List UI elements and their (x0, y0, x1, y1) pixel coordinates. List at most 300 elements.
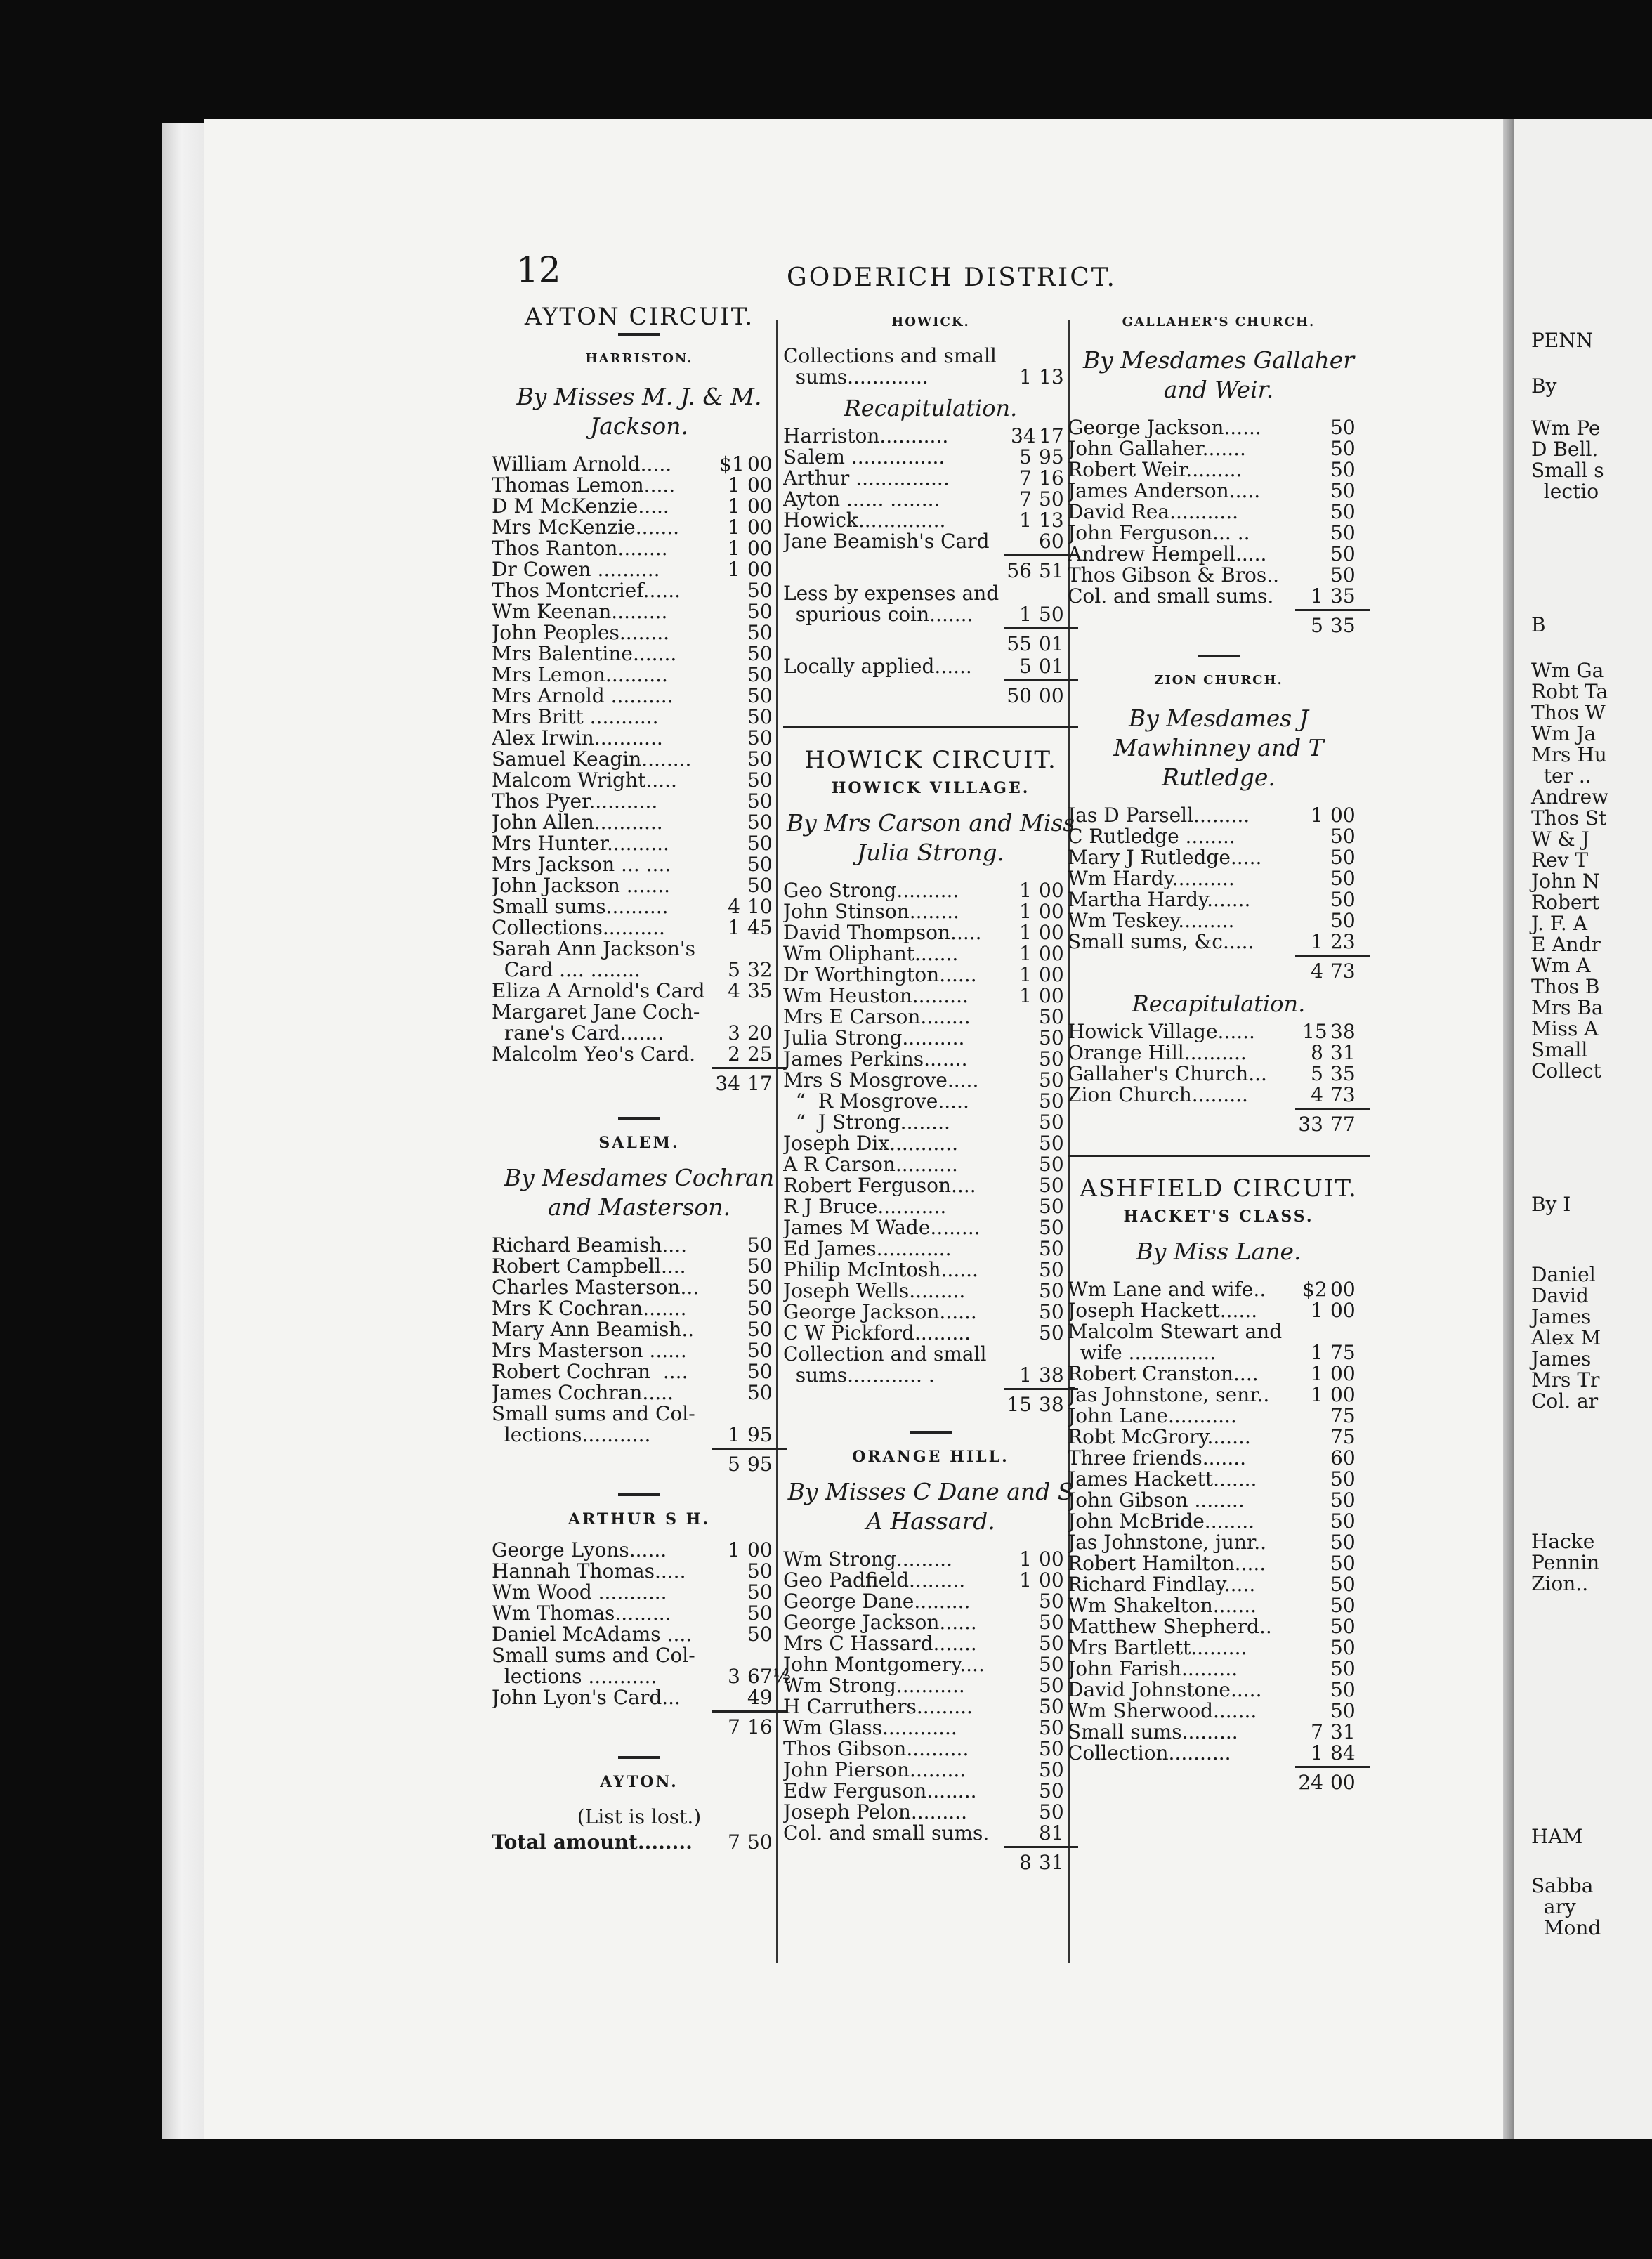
ledger-row (1068, 931, 1370, 952)
collector-line: By Mesdames Cochran and Masterson. (504, 1164, 775, 1221)
entry-name: John Lyon's Card... (492, 1687, 681, 1708)
entry-name: George Jackson...... (783, 1302, 977, 1323)
section-total (1068, 1764, 1370, 1795)
entry-cents: 84 (1330, 1741, 1356, 1764)
ledger-row (783, 1739, 1078, 1760)
total-box (1295, 609, 1370, 636)
entry-cents: 50 (1039, 1216, 1064, 1239)
total-dollars: 33 (1298, 1112, 1323, 1136)
ledger-row (1068, 1469, 1370, 1490)
right-page-fragment: D Bell. (1531, 438, 1599, 461)
entry-name: Col. and small sums. (783, 1823, 990, 1844)
ledger-row (492, 896, 787, 917)
entry-cents: 95 (747, 1423, 773, 1446)
entry-cents: 50 (747, 1233, 773, 1257)
entry-cents: 00 (1330, 804, 1356, 827)
entry-cents: 50 (747, 1297, 773, 1320)
ledger-row (1068, 1701, 1370, 1722)
ledger-row (492, 559, 787, 580)
ledger-row (492, 580, 787, 601)
ledger-row (492, 1340, 787, 1361)
total-box (1295, 1766, 1370, 1793)
ledger-row (1068, 1321, 1370, 1363)
entry-cents: 50 (1330, 888, 1356, 911)
entry-cents: 00 (1330, 1278, 1356, 1301)
entry-name: Small sums, &c..... (1068, 931, 1254, 952)
page-number: 12 (516, 249, 561, 290)
entry-cents: 49 (747, 1686, 773, 1709)
entry-name: Locally applied...... (783, 656, 972, 677)
entry-cents: 50 (1039, 1779, 1064, 1802)
ledger-row (783, 880, 1078, 901)
ledger-row (492, 981, 787, 1002)
entry-name: Wm Oliphant....... (783, 943, 959, 964)
entry-cents: 50 (1039, 1258, 1064, 1281)
entry-name: Mrs K Cochran....... (492, 1298, 687, 1319)
entry-dollars: $2 (1302, 1278, 1328, 1301)
entry-name: Dr Worthington...... (783, 964, 977, 986)
total-dollars: 55 (1007, 631, 1032, 655)
ledger-row (1068, 1658, 1370, 1679)
entry-name: John Gibson ........ (1068, 1490, 1245, 1511)
entry-dollars: 1 (1311, 1741, 1323, 1764)
entry-cents: 50 (747, 1623, 773, 1646)
divider (618, 1493, 660, 1496)
divider (618, 1117, 660, 1120)
entry-cents: 50 (747, 1559, 773, 1583)
entry-name: Collections and small sums............. (783, 346, 997, 388)
right-page-fragment: Thos W (1531, 701, 1606, 724)
right-page-fragment: Mrs Hu (1531, 743, 1607, 766)
entry-dollars: 1 (1311, 930, 1323, 953)
entry-name: A R Carson.......... (783, 1154, 958, 1175)
entry-cents: 00 (747, 516, 773, 539)
entry-cents: 16 (1039, 466, 1064, 490)
section-total (783, 1386, 1078, 1417)
ledger-row (492, 854, 787, 875)
right-page-fragment: J. F. A (1531, 912, 1587, 935)
entry-dollars: 7 (1019, 466, 1032, 490)
entry-name: Malcolm Stewart and wife .............. (1068, 1321, 1283, 1363)
entry-cents: 25 (747, 1042, 773, 1066)
entry-cents: 13 (1039, 509, 1064, 532)
entry-cents: 50 (1330, 825, 1356, 848)
ledger-row (1068, 1300, 1370, 1321)
ledger (783, 346, 1078, 388)
entry-dollars: 1 (728, 916, 740, 939)
entry-name: Ed James............ (783, 1238, 952, 1259)
entry-name: John Peoples........ (492, 622, 670, 643)
entry-name: John Pierson......... (783, 1760, 966, 1781)
entry-cents: 50 (747, 1339, 773, 1362)
ledger-row (783, 1196, 1078, 1217)
right-page-fragment: E Andr (1531, 933, 1601, 956)
ledger-row (783, 1217, 1078, 1238)
entry-cents: 50 (1330, 1573, 1356, 1596)
entry-cents: 50 (1330, 437, 1356, 460)
ledger-row (783, 1238, 1078, 1259)
total-dollars: 5 (1311, 613, 1323, 637)
entry-name: R J Bruce........... (783, 1196, 947, 1217)
entry-name: Wm Sherwood....... (1068, 1701, 1257, 1722)
ledger-row (492, 496, 787, 517)
ledger-row (1068, 1679, 1370, 1701)
ledger-row (492, 1256, 787, 1277)
right-page-fragment: Collect (1531, 1059, 1601, 1082)
total-box (712, 1710, 787, 1738)
entry-cents: 50 (747, 1255, 773, 1278)
entry-name: Robert Cranston.... (1068, 1363, 1259, 1384)
entry-name: John Allen........... (492, 812, 663, 833)
right-page-fragment: By (1531, 374, 1557, 398)
entry-name: Martha Hardy....... (1068, 889, 1251, 910)
total-dollars: 56 (1007, 558, 1032, 582)
right-page-fragment: Robert (1531, 891, 1600, 914)
entry-cents: 50 (1330, 542, 1356, 565)
entry-name: John Stinson........ (783, 901, 959, 922)
ledger-row (1068, 586, 1370, 607)
total-box (1004, 1846, 1078, 1873)
ledger-row (783, 510, 1078, 531)
ledger-row (783, 1175, 1078, 1196)
entry-name: James M Wade........ (783, 1217, 981, 1238)
entry-name: Philip McIntosh...... (783, 1259, 978, 1281)
entry-dollars: 1 (1019, 365, 1032, 388)
entry-cents: 50 (1039, 1300, 1064, 1323)
ledger-row (1068, 438, 1370, 459)
entry-name: Jas Johnstone, senr.. (1068, 1384, 1270, 1406)
ledger-row (492, 938, 787, 981)
entry-name: John Ferguson... .. (1068, 523, 1250, 544)
ledger-row (783, 1133, 1078, 1154)
entry-dollars: 1 (728, 473, 740, 497)
entry-cents: 50 (1039, 1174, 1064, 1197)
entry-name: Mrs Jackson ... .... (492, 854, 671, 875)
ledger-row (1068, 523, 1370, 544)
right-page-fragment: Wm A (1531, 954, 1591, 977)
entry-name: Small sums and Col- lections........... (492, 1403, 695, 1446)
entry-name: Wm Keenan......... (492, 601, 668, 622)
entry-dollars: 1 (728, 1423, 740, 1446)
entry-dollars: 1 (1311, 1383, 1323, 1406)
entry-name: Harriston........... (783, 426, 949, 447)
entry-name: Mrs Masterson ...... (492, 1340, 687, 1361)
section-total (492, 1708, 787, 1739)
entry-name: Malcolm Yeo's Card. (492, 1044, 696, 1065)
ledger-row (783, 1570, 1078, 1591)
ledger (492, 1235, 787, 1446)
entry-cents: 50 (1039, 1716, 1064, 1739)
total-cents: 51 (1039, 558, 1064, 582)
section-total (492, 1446, 787, 1476)
ledger-row (492, 707, 787, 728)
ledger-row (492, 1382, 787, 1403)
entry-cents: 00 (1330, 1383, 1356, 1406)
entry-cents: 50 (1330, 479, 1356, 502)
entry-cents: 50 (747, 642, 773, 665)
entry-name: Thos Gibson & Bros.. (1068, 565, 1280, 586)
entry-cents: 00 (1039, 921, 1064, 944)
entry-name: Wm Strong........... (783, 1675, 965, 1696)
entry-name: Ayton ...... ........ (783, 489, 940, 510)
entry-cents: 50 (1330, 1488, 1356, 1512)
entry-dollars: 5 (1311, 1062, 1323, 1085)
ledger-row (1068, 1085, 1370, 1106)
entry-cents: 60 (1039, 530, 1064, 553)
ledger-row (492, 1235, 787, 1256)
entry-name: Mrs Arnold .......... (492, 686, 674, 707)
entry-name: Mrs McKenzie....... (492, 517, 680, 538)
entry-cents: 50 (747, 790, 773, 813)
circuit-title: ASHFIELD CIRCUIT. (1080, 1174, 1358, 1203)
entry-dollars: 1 (1311, 584, 1323, 608)
ledger-row (783, 1091, 1078, 1112)
entry-cents: 00 (1039, 942, 1064, 965)
ledger-row (783, 943, 1078, 964)
entry-name: George Jackson...... (1068, 417, 1261, 438)
entry-dollars: 5 (728, 958, 740, 981)
ledger-row (492, 1002, 787, 1044)
entry-cents: 50 (1039, 1153, 1064, 1176)
entry-name: Orange Hill.......... (1068, 1042, 1247, 1063)
ledger-row (1068, 1532, 1370, 1553)
entry-cents: 50 (747, 1580, 773, 1604)
entry-cents: 50 (747, 621, 773, 644)
entry-name: Samuel Keagin........ (492, 749, 692, 770)
section-heading: GALLAHER'S CHURCH. (1122, 315, 1316, 329)
entry-cents: 50 (747, 747, 773, 771)
entry-cents: 50 (1039, 1800, 1064, 1823)
ledger-row (783, 1259, 1078, 1281)
ledger-row (1068, 544, 1370, 565)
ledger (783, 426, 1078, 552)
entry-cents: 50 (1039, 1111, 1064, 1134)
ledger-row (492, 1540, 787, 1561)
right-page-fragment: Miss A (1531, 1017, 1599, 1040)
section-heading: AYTON. (600, 1773, 678, 1791)
section-heading: HOWICK VILLAGE. (831, 779, 1030, 797)
ledger-row (492, 791, 787, 812)
ledger-row (783, 489, 1078, 510)
entry-cents: 50 (1039, 1695, 1064, 1718)
entry-dollars: 1 (728, 516, 740, 539)
entry-dollars: 8 (1311, 1041, 1323, 1064)
entry-name: Sarah Ann Jackson's Card .... ........ (492, 938, 695, 981)
entry-cents: 50 (1039, 1279, 1064, 1302)
ledger-row (783, 1675, 1078, 1696)
entry-name: H Carruthers......... (783, 1696, 973, 1717)
entry-cents: 50 (1039, 603, 1064, 626)
circuit-title: HOWICK CIRCUIT. (804, 746, 1057, 774)
entry-cents: 50 (747, 1276, 773, 1299)
ledger-row (492, 812, 787, 833)
column-gallaher-ashfield (1068, 302, 1370, 1795)
right-page-fragment: Mrs Ba (1531, 996, 1604, 1019)
total-dollars: 15 (1007, 1392, 1032, 1416)
entry-cents: 50 (747, 853, 773, 876)
ledger-row (1068, 417, 1370, 438)
entry-cents: 00 (1039, 900, 1064, 923)
entry-name: David Johnstone..... (1068, 1679, 1262, 1701)
entry-name: Mrs Bartlett......... (1068, 1637, 1247, 1658)
entry-name: Richard Beamish.... (492, 1235, 688, 1256)
entry-dollars: 4 (1311, 1083, 1323, 1106)
entry-name: Thos Gibson.......... (783, 1739, 969, 1760)
right-page-fragment: Sabba (1531, 1874, 1594, 1897)
total-cents: 00 (1039, 683, 1064, 707)
total-dollars: 5 (728, 1452, 740, 1476)
ledger-row (1068, 1427, 1370, 1448)
subtotal (783, 677, 1078, 708)
ledger-row (492, 749, 787, 770)
right-page-fragment: David (1531, 1284, 1589, 1307)
entry-dollars: 1 (1019, 603, 1032, 626)
entry-dollars: 3 (728, 1665, 740, 1688)
divider (618, 1756, 660, 1759)
entry-name: George Dane......... (783, 1591, 971, 1612)
entry-name: Wm Glass............ (783, 1717, 957, 1739)
entry-cents: 50 (1039, 1237, 1064, 1260)
entry-cents: 75 (1330, 1425, 1356, 1448)
entry-name: William Arnold..... (492, 454, 672, 475)
entry-dollars: 1 (728, 1538, 740, 1561)
entry-cents: 73 (1330, 1083, 1356, 1106)
ledger-row (783, 964, 1078, 986)
entry-name: John Farish......... (1068, 1658, 1238, 1679)
entry-cents: 50 (1039, 487, 1064, 511)
entry-dollars: 1 (1311, 1341, 1323, 1364)
ledger-row (492, 1298, 787, 1319)
section-heading: HACKET'S CLASS. (1123, 1207, 1314, 1226)
entry-cents: 50 (1330, 521, 1356, 544)
entry-cents: 00 (747, 558, 773, 581)
ledger-row (1068, 480, 1370, 502)
entry-cents: 50 (1330, 867, 1356, 890)
entry-cents: 95 (1039, 445, 1064, 469)
entry-cents: 50 (1039, 1590, 1064, 1613)
entry-cents: 38 (1039, 1363, 1064, 1387)
entry-dollars: 7 (1311, 1720, 1323, 1743)
right-page-fragment: Mond (1531, 1916, 1601, 1939)
ledger-row (492, 1603, 787, 1624)
ledger-row (1068, 1595, 1370, 1616)
entry-name: Robert Cochran .... (492, 1361, 688, 1382)
right-page-fragment: ary (1531, 1895, 1576, 1918)
ledger-row (783, 1654, 1078, 1675)
right-page-fragment: Wm Ja (1531, 722, 1597, 745)
ledger-row (492, 643, 787, 664)
ledger-row (783, 1323, 1078, 1344)
section-total (1068, 952, 1370, 983)
ledger-row (492, 601, 787, 622)
ledger (1068, 805, 1370, 952)
entry-name: Wm Strong......... (783, 1549, 952, 1570)
total-cents: 35 (1330, 613, 1356, 637)
ledger-row (1068, 1363, 1370, 1384)
entry-cents: 50 (1330, 1636, 1356, 1659)
ledger-row (1068, 1448, 1370, 1469)
entry-dollars: 7 (1019, 487, 1032, 511)
entry-name: Mrs C Hassard....... (783, 1633, 977, 1654)
entry-cents: 00 (1330, 1362, 1356, 1385)
entry-dollars: 1 (1019, 509, 1032, 532)
ledger-row (1068, 826, 1370, 847)
entry-dollars: 1 (1019, 879, 1032, 902)
running-head: GODERICH DISTRICT. (787, 263, 1117, 292)
ledger-row (1068, 805, 1370, 826)
entry-cents: 10 (747, 895, 773, 918)
ledger-row (1068, 1722, 1370, 1743)
entry-cents: 50 (1039, 1674, 1064, 1697)
ledger-row (1068, 1511, 1370, 1532)
entry-name: Small sums......... (1068, 1722, 1238, 1743)
entry-name: Margaret Jane Coch- rane's Card....... (492, 1002, 700, 1044)
entry-dollars: 1 (1019, 984, 1032, 1007)
entry-cents: 50 (1330, 909, 1356, 932)
ledger-row (1068, 502, 1370, 523)
entry-name: John Montgomery.... (783, 1654, 985, 1675)
ledger (492, 454, 787, 1065)
entry-name: Robert Hamilton..... (1068, 1553, 1266, 1574)
entry-cents: 50 (1330, 1552, 1356, 1575)
entry-cents: 67½ (747, 1665, 792, 1688)
entry-cents: 50 (1039, 1321, 1064, 1344)
list-lost-note: (List is lost.) (577, 1805, 702, 1828)
ledger-row (783, 1112, 1078, 1133)
ledger-row (783, 1281, 1078, 1302)
ledger-row (1068, 1063, 1370, 1085)
right-page-fragment: James (1531, 1305, 1592, 1328)
entry-name: Howick.............. (783, 510, 946, 531)
collector-line: By Misses M. J. & M. Jackson. (516, 383, 762, 440)
ledger-row (492, 517, 787, 538)
entry-name: John Lane........... (1068, 1406, 1237, 1427)
entry-dollars: $1 (719, 452, 745, 476)
ledger-row (492, 538, 787, 559)
ledger-row (783, 1781, 1078, 1802)
entry-cents: 50 (1039, 1068, 1064, 1092)
ledger-row (492, 1645, 792, 1688)
entry-cents: 45 (747, 916, 773, 939)
right-page-fragment: Alex M (1531, 1326, 1601, 1349)
right-page-fragment: PENN (1531, 329, 1594, 352)
entry-dollars: 1 (1019, 900, 1032, 923)
total-box (1295, 955, 1370, 982)
total-box (712, 1067, 787, 1094)
right-page (1514, 119, 1652, 2139)
entry-name: Charles Masterson... (492, 1277, 700, 1298)
ledger-row (1068, 1406, 1370, 1427)
entry-name: Hannah Thomas..... (492, 1561, 686, 1582)
ledger-row (783, 1070, 1078, 1091)
entry-name: George Jackson...... (783, 1612, 977, 1633)
entry-cents: 50 (1039, 1026, 1064, 1049)
entry-name: Robert Weir......... (1068, 459, 1243, 480)
right-page-fragment: HAM (1531, 1825, 1583, 1848)
collector-line: By Mrs Carson and Miss Julia Strong. (786, 809, 1075, 866)
entry-cents: 00 (1039, 1569, 1064, 1592)
total-dollars: 7 (728, 1715, 740, 1739)
entry-cents: 50 (747, 1602, 773, 1625)
section-heading: ARTHUR S H. (568, 1510, 711, 1528)
entry-cents: 17 (1039, 424, 1064, 447)
entry-name: Wm Wood ........... (492, 1582, 667, 1603)
entry-cents: 50 (747, 684, 773, 707)
entry-cents: 50 (1330, 1615, 1356, 1638)
entry-cents: 50 (1330, 1594, 1356, 1617)
section-heading: ZION CHURCH. (1154, 673, 1283, 688)
entry-name: Joseph Hackett...... (1068, 1300, 1258, 1321)
